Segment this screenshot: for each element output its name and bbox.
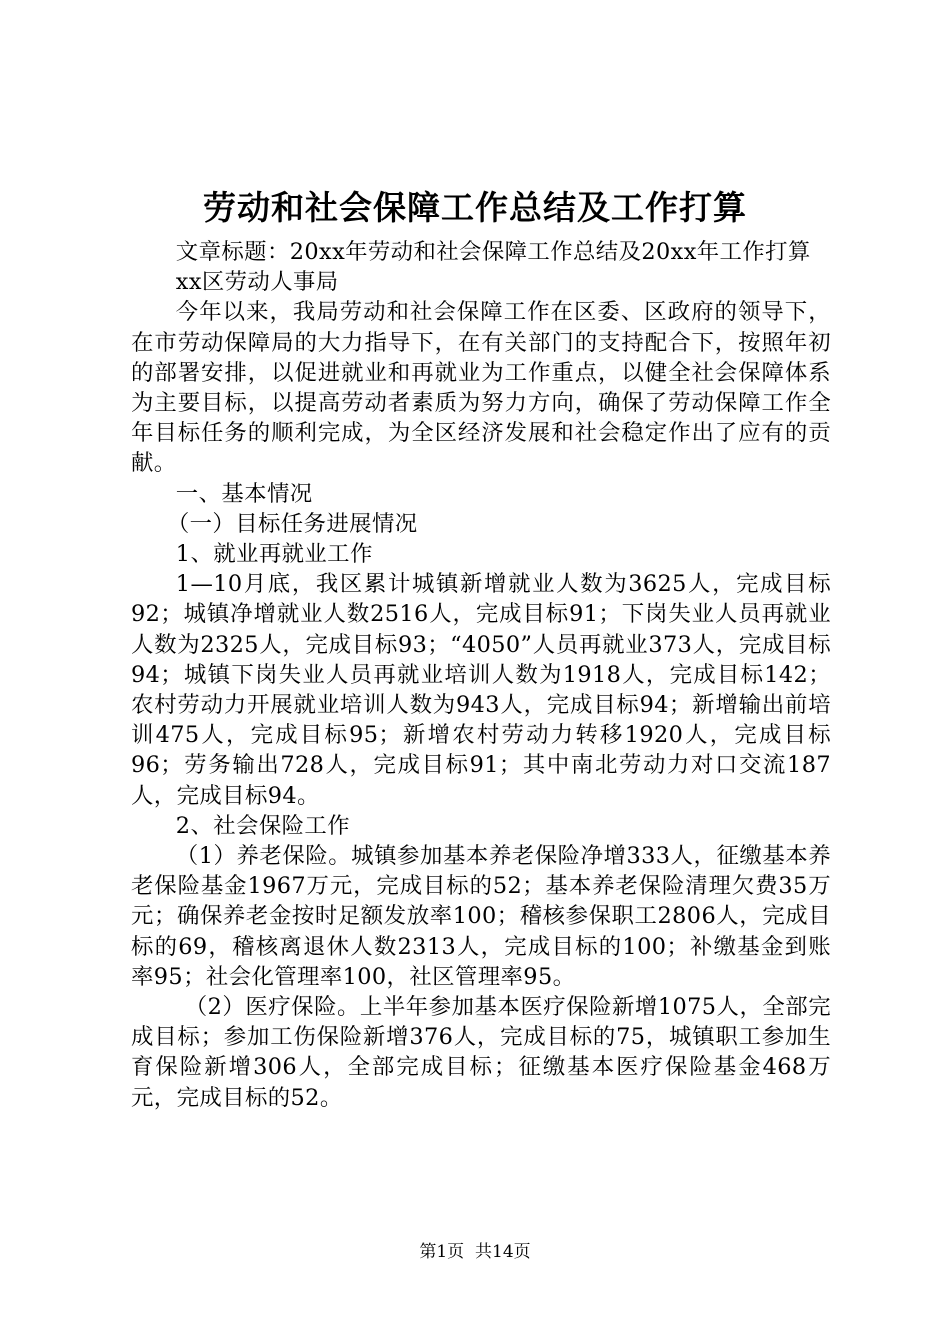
employment-paragraph: 1—10月底，我区累计城镇新增就业人数为3625人，完成目标92；城镇净增就业人数2516人，完成目标91；下岗失业人员再就业人数为2325人，完成目标93；“4050”人员再就业373人，完成目标94；城镇下岗失业人员再就业培训人数为1918人，完成目标142；农村劳动力开展就业培训人数为943人，完成目标94；新增输出前培训475人，完成目标95；新增农村劳动力转移1920人，完成目标96；劳务输出728人，完成目标91；其中南北劳动力对口交流187人，完成目标94。 [131, 571, 831, 809]
medical-paragraph: （2）医疗保险。上半年参加基本医疗保险新增1075人，全部完成目标；参加工伤保险新增376人，完成目标的75，城镇职工参加生育保险新增306人，全部完成目标；征缴基本医疗保险基金468万元，完成目标的52。 [131, 994, 831, 1111]
item-heading-employment: 1、就业再就业工作 [175, 541, 373, 568]
author-line: xx区劳动人事局 [175, 269, 339, 296]
article-title-line: 文章标题：20xx年劳动和社会保障工作总结及20xx年工作打算 [175, 239, 811, 265]
pension-paragraph: （1）养老保险。城镇参加基本养老保险净增333人，征缴基本养老保险基金1967万元，完成目标的52；基本养老保险清理欠费35万元；确保养老金按时足额发放率100；稽核参保职工2806人，完成目标的69，稽核离退休人数2313人，完成目标的100；补缴基金到账率95；社会化管理率100，社区管理率95。 [131, 843, 831, 990]
document-body [131, 237, 831, 1113]
subsection-heading: （一）目标任务进展情况 [166, 510, 418, 537]
document-title: 劳动和社会保障工作总结及工作打算 [203, 188, 747, 227]
page-total: 共14页 [475, 1242, 531, 1262]
page-footer [0, 1240, 950, 1264]
intro-paragraph: 今年以来，我局劳动和社会保障工作在区委、区政府的领导下，在市劳动保障局的大力指导下，在有关部门的支持配合下，按照年初的部署安排，以促进就业和再就业为工作重点，以健全社会保障体系为主要目标，以提高劳动者素质为努力方向，确保了劳动保障工作全年目标任务的顺利完成，为全区经济发展和社会稳定作出了应有的贡献。 [131, 299, 831, 477]
page-number: 第1页 [419, 1242, 465, 1262]
section-heading: 一、基本情况 [175, 480, 313, 507]
item-heading-social-insurance: 2、社会保险工作 [175, 812, 350, 839]
